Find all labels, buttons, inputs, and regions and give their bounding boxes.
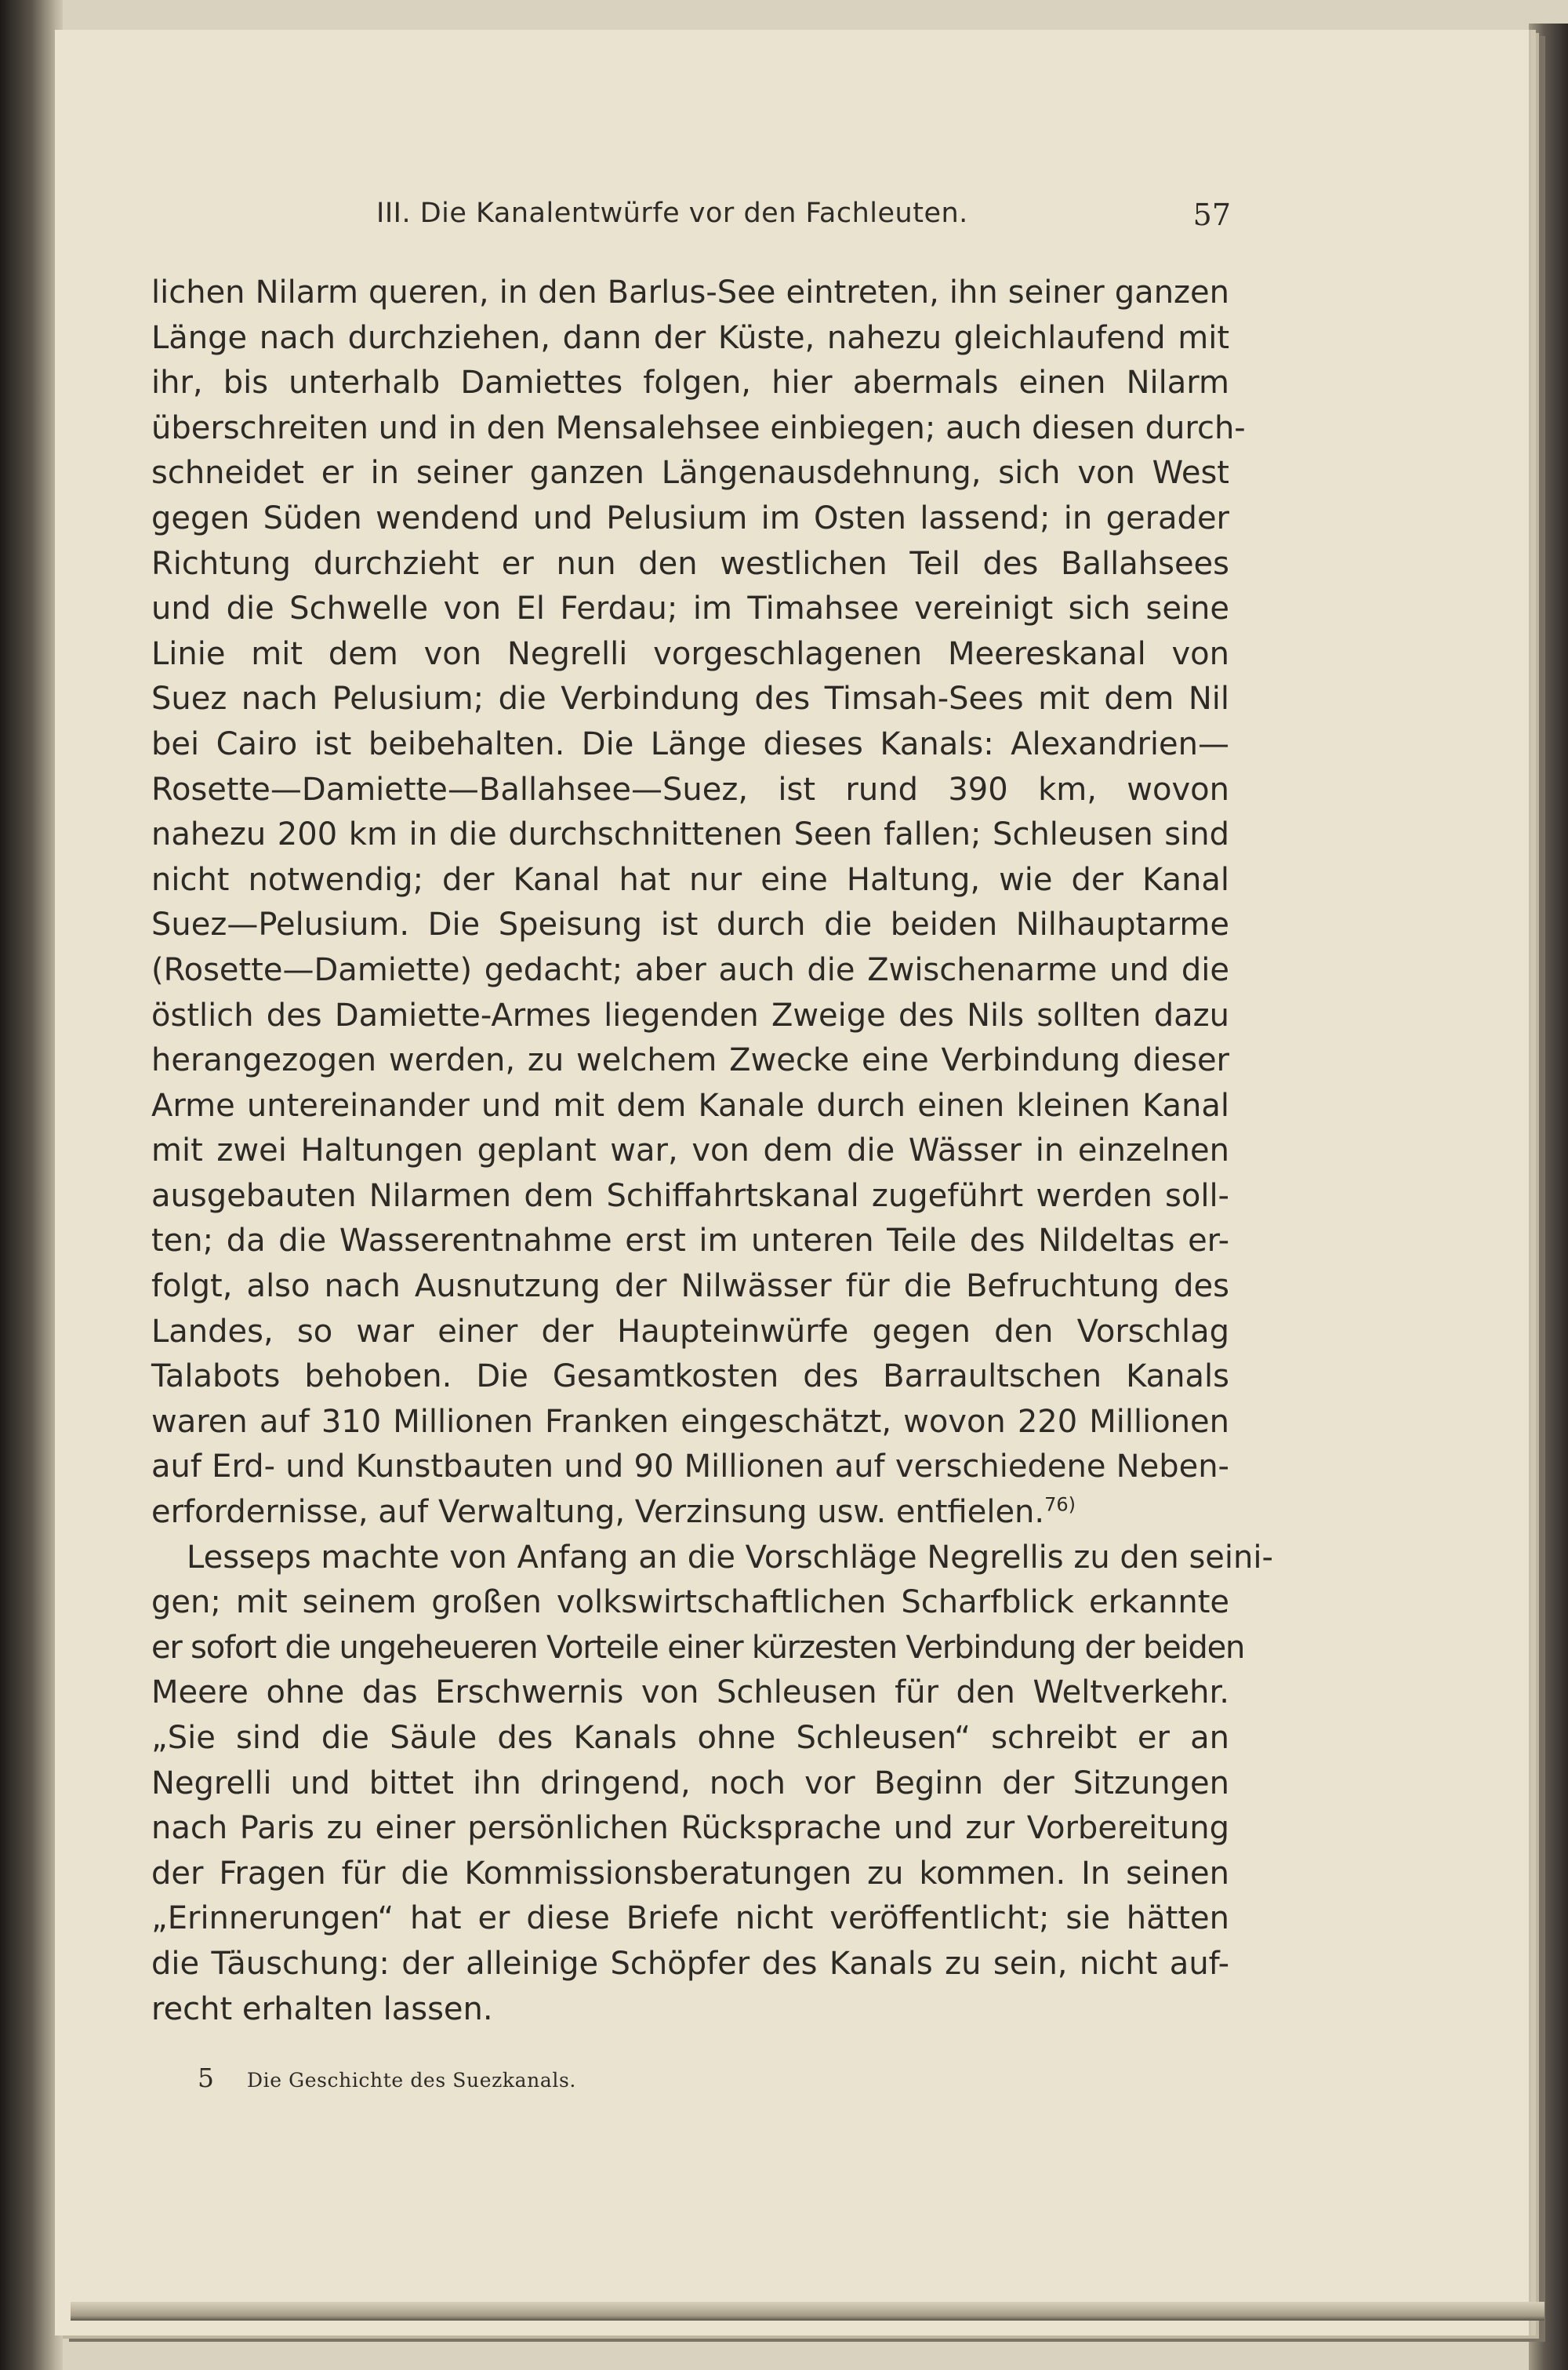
page-number: 57 bbox=[1192, 198, 1231, 232]
text-line: schneidet er in seiner ganzen Längenausdehnung, sich von West bbox=[151, 455, 1229, 492]
text-line: Richtung durchzieht er nun den westlichen Teil des Ballahsees bbox=[151, 545, 1229, 582]
text-line: und die Schwelle von El Ferdau; im Timahsee vereinigt sich seine bbox=[151, 591, 1229, 627]
text-line: bei Cairo ist beibehalten. Die Länge dieses Kanals: Alexandrien— bbox=[151, 725, 1229, 762]
text-line: lichen Nilarm queren, in den Barlus-See eintreten, ihn seiner ganzen bbox=[151, 274, 1229, 311]
text-line: „Sie sind die Säule des Kanals ohne Schleusen“ schreibt er an bbox=[151, 1720, 1229, 1756]
text-line: Rosette—Damiette—Ballahsee—Suez, ist rund 390 km, wovon bbox=[151, 771, 1229, 808]
text-line: Linie mit dem von Negrelli vorgeschlagenen Meereskanal von bbox=[151, 635, 1229, 672]
text-line: der Fragen für die Kommissionsberatungen zu kommen. In seinen bbox=[151, 1855, 1229, 1892]
footnote-reference: 76) bbox=[1044, 1493, 1076, 1516]
text-line: waren auf 310 Millionen Franken eingeschätzt, wovon 220 Millionen bbox=[151, 1403, 1229, 1440]
header-title: III. Die Kanalentwürfe vor den Fachleuten. bbox=[376, 198, 968, 229]
text-line: mit zwei Haltungen geplant war, von dem die Wässer in einzelnen bbox=[151, 1132, 1229, 1169]
text-line: Negrelli und bittet ihn dringend, noch vor Beginn der Sitzungen bbox=[151, 1765, 1229, 1801]
text-line: nach Paris zu einer persönlichen Rücksprache und zur Vorbereitung bbox=[151, 1810, 1229, 1847]
running-header bbox=[376, 194, 1239, 242]
text-line: ihr, bis unterhalb Damiettes folgen, hier abermals einen Nilarm bbox=[151, 365, 1229, 402]
text-line: Arme untereinander und mit dem Kanale durch einen kleinen Kanal bbox=[151, 1087, 1229, 1124]
signature-footer bbox=[198, 2063, 576, 2093]
text-line: überschreiten und in den Mensalehsee einbiegen; auch diesen durch- bbox=[151, 409, 1246, 446]
text-line: „Erinnerungen“ hat er diese Briefe nicht veröffentlicht; sie hätten bbox=[151, 1900, 1229, 1937]
text-line: Landes, so war einer der Haupteinwürfe gegen den Vorschlag bbox=[151, 1313, 1229, 1350]
text-line: Länge nach durchziehen, dann der Küste, nahezu gleichlaufend mit bbox=[151, 319, 1229, 356]
text-line: Meere ohne das Erschwernis von Schleusen für den Weltverkehr. bbox=[151, 1674, 1229, 1711]
signature-title: Die Geschichte des Suezkanals. bbox=[246, 2069, 576, 2092]
text-line-end-paragraph bbox=[151, 1490, 1229, 1536]
text-line: herangezogen werden, zu welchem Zwecke eine Verbindung dieser bbox=[151, 1042, 1229, 1079]
text-line: ten; da die Wasserentnahme erst im unteren Teile des Nildeltas er- bbox=[151, 1223, 1229, 1260]
text-line: die Täuschung: der alleinige Schöpfer des Kanals zu sein, nicht auf- bbox=[151, 1945, 1229, 1982]
text-line-content: erfordernisse, auf Verwaltung, Verzinsung usw. entfielen. bbox=[151, 1494, 1045, 1531]
text-line: gegen Süden wendend und Pelusium im Osten lassend; in gerader bbox=[151, 500, 1229, 536]
text-line: gen; mit seinem großen volkswirtschaftlichen Scharfblick erkannte bbox=[151, 1584, 1229, 1621]
text-line-paragraph-start: Lesseps machte von Anfang an die Vorschläge Negrellis zu den seini- bbox=[187, 1539, 1273, 1576]
text-line: (Rosette—Damiette) gedacht; aber auch die Zwischenarme und die bbox=[151, 951, 1229, 988]
signature-number: 5 bbox=[198, 2063, 214, 2093]
text-line: östlich des Damiette-Armes liegenden Zweige des Nils sollten dazu bbox=[151, 997, 1229, 1034]
page-bottom-edge bbox=[71, 2302, 1544, 2321]
text-line-end-paragraph: recht erhalten lassen. bbox=[151, 1990, 493, 2027]
text-line: nahezu 200 km in die durchschnittenen Seen fallen; Schleusen sind bbox=[151, 816, 1229, 853]
text-line: Talabots behoben. Die Gesamtkosten des Barraultschen Kanals bbox=[151, 1358, 1229, 1395]
left-page-edge bbox=[0, 0, 63, 2370]
text-line: ausgebauten Nilarmen dem Schiffahrtskanal zugeführt werden soll- bbox=[151, 1177, 1229, 1214]
text-line: Suez nach Pelusium; die Verbindung des Timsah-Sees mit dem Nil bbox=[151, 681, 1229, 718]
text-line: Suez—Pelusium. Die Speisung ist durch die beiden Nilhauptarme bbox=[151, 907, 1229, 943]
text-line: folgt, also nach Ausnutzung der Nilwässer für die Befruchtung des bbox=[151, 1268, 1229, 1305]
text-line: nicht notwendig; der Kanal hat nur eine Haltung, wie der Kanal bbox=[151, 861, 1229, 898]
text-line: er sofort die ungeheueren Vorteile einer kürzesten Verbindung der beiden bbox=[151, 1629, 1245, 1666]
body-text bbox=[151, 271, 1273, 2032]
right-book-edge bbox=[1529, 24, 1568, 2370]
text-line: auf Erd- und Kunstbauten und 90 Millionen auf verschiedene Neben- bbox=[151, 1449, 1229, 1485]
